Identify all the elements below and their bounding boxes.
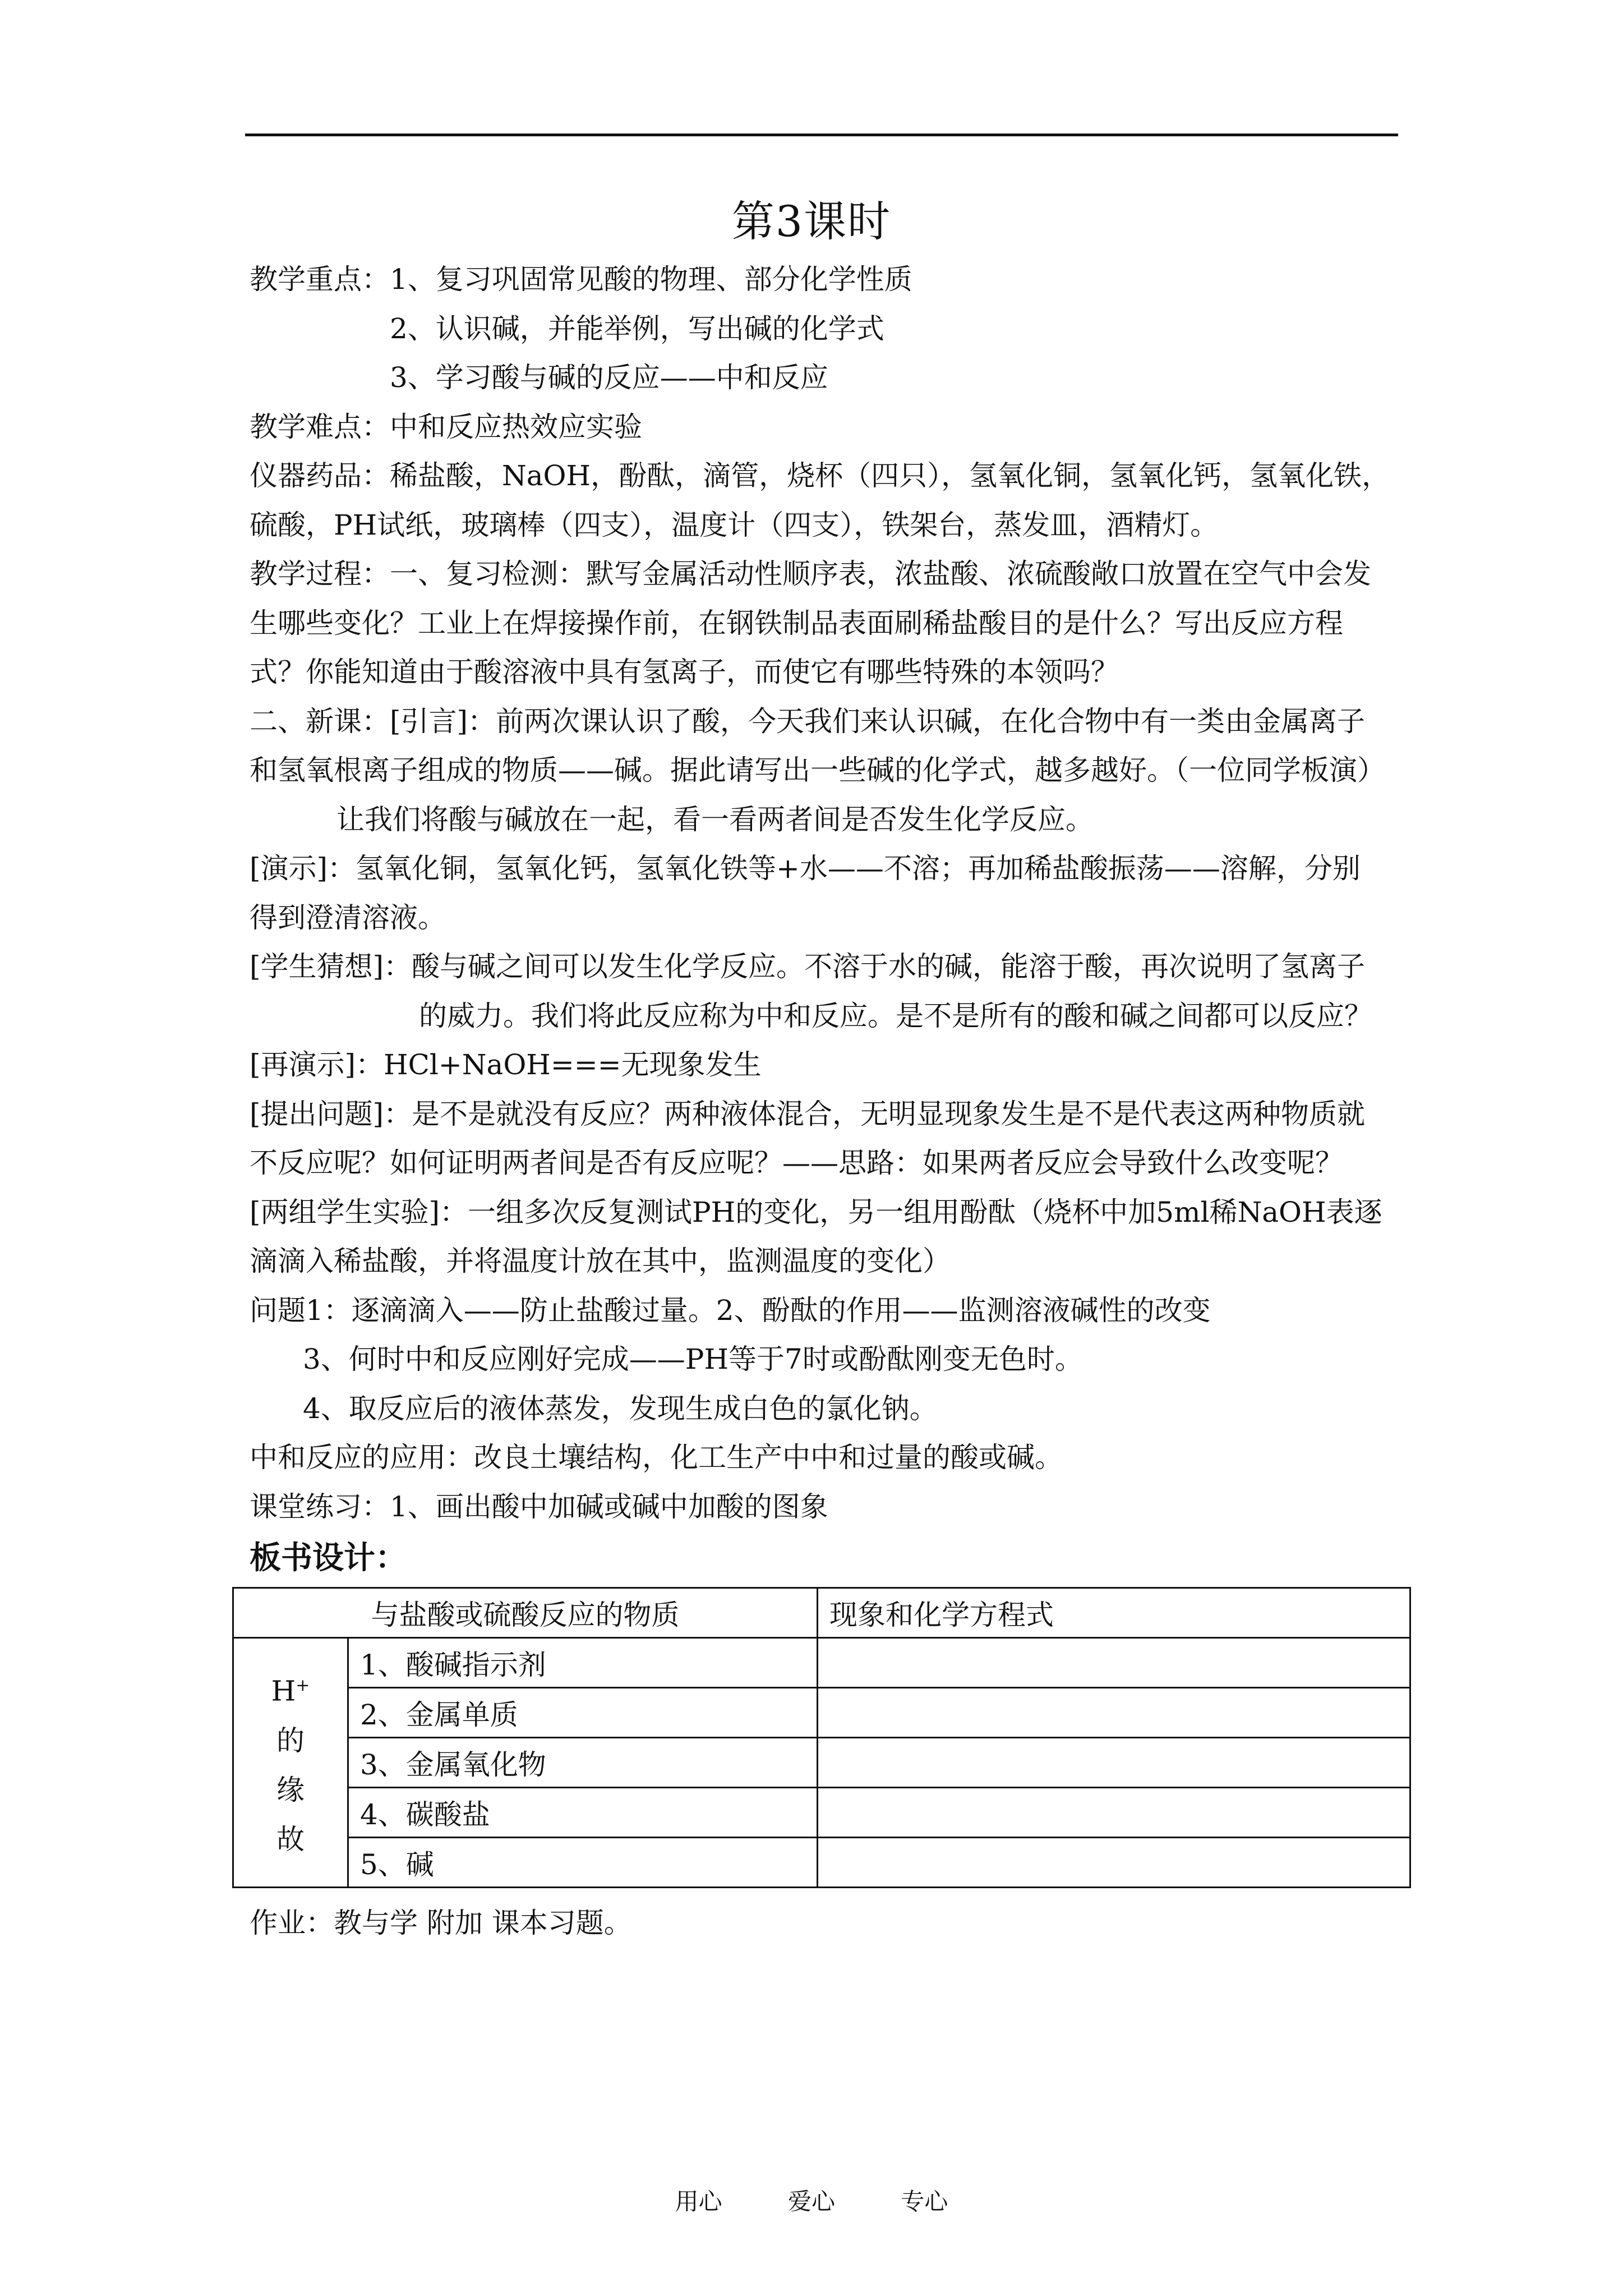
- text-line: 二、新课：[引言]：前两次课认识了酸，今天我们来认识碱，在化合物中有一类由金属离子: [250, 705, 1366, 738]
- footer-word: 用心: [675, 2188, 722, 2215]
- table-result-cell: [818, 1638, 1410, 1688]
- text-line: 和氢氧根离子组成的物质——碱。据此请写出一些碱的化学式，越多越好。（一位同学板演）: [250, 754, 1385, 786]
- side-label-char: 故: [276, 1823, 305, 1856]
- text-line: 让我们将酸与碱放在一起，看一看两者间是否发生化学反应。: [336, 803, 1094, 836]
- side-label-char: 缘: [276, 1773, 305, 1806]
- text-line: 教学难点：中和反应热效应实验: [250, 410, 642, 443]
- table-result-cell: [818, 1688, 1410, 1738]
- table-item-cell: 3、金属氧化物: [348, 1738, 818, 1788]
- table-row: [233, 1788, 1410, 1838]
- text-line: [演示]：氢氧化铜，氢氧化钙，氢氧化铁等+水——不溶；再加稀盐酸振荡——溶解，分别: [250, 852, 1361, 885]
- text-line: 4、取反应后的液体蒸发，发现生成白色的氯化钠。: [303, 1392, 938, 1425]
- table-row: [233, 1838, 1410, 1888]
- table-row: [233, 1738, 1410, 1788]
- table-result-cell: [818, 1738, 1410, 1788]
- footer-word: 专心: [901, 2188, 948, 2215]
- table-header-row: [233, 1588, 1410, 1638]
- text-line: 问题1：逐滴滴入——防止盐酸过量。2、酚酞的作用——监测溶液碱性的改变: [250, 1294, 1211, 1327]
- header-rule: [245, 134, 1398, 136]
- table-item-cell: 4、碳酸盐: [348, 1788, 818, 1838]
- footer-word: 爱心: [787, 2188, 835, 2215]
- homework-line: 作业：教与学 附加 课本习题。: [250, 1907, 632, 1939]
- lesson-body: [250, 255, 1394, 1531]
- text-line: 仪器药品：稀盐酸，NaOH，酚酞，滴管，烧杯（四只），氢氧化铜，氢氧化钙，氢氧化铁，: [250, 459, 1390, 492]
- text-line: 2、认识碱，并能举例，写出碱的化学式: [390, 312, 884, 345]
- table-header-substance: 与盐酸或硫酸反应的物质: [233, 1588, 818, 1638]
- text-line: 教学重点：1、复习巩固常见酸的物理、部分化学性质: [250, 263, 912, 296]
- table-row: [233, 1688, 1410, 1738]
- page-title: 第3课时: [731, 196, 892, 246]
- side-label-char: 的: [276, 1724, 305, 1757]
- text-line: [两组学生实验]：一组多次反复测试PH的变化，另一组用酚酞（烧杯中加5ml稀NaOH表逐: [250, 1195, 1382, 1228]
- text-line: [学生猜想]：酸与碱之间可以发生化学反应。不溶于水的碱，能溶于酸，再次说明了氢离子: [250, 950, 1366, 983]
- table-item-cell: 1、酸碱指示剂: [348, 1638, 818, 1688]
- table-item-cell: 5、碱: [348, 1838, 818, 1888]
- text-line: 课堂练习：1、画出酸中加碱或碱中加酸的图象: [250, 1490, 828, 1523]
- text-line: [再演示]：HCl+NaOH===无现象发生: [250, 1048, 762, 1081]
- text-line: 滴滴入稀盐酸，并将温度计放在其中，监测温度的变化）: [250, 1245, 951, 1277]
- board-table: [232, 1587, 1411, 1888]
- board-heading: 板书设计：: [250, 1540, 407, 1576]
- text-line: 生哪些变化？工业上在焊接操作前，在钢铁制品表面刷稀盐酸目的是什么？写出反应方程: [250, 606, 1343, 639]
- text-line: [提出问题]：是不是就没有反应？两种液体混合，无明显现象发生是不是代表这两种物质就: [250, 1097, 1366, 1130]
- text-line: 3、何时中和反应刚好完成——PH等于7时或酚酞刚变无色时。: [303, 1343, 1083, 1375]
- table-header-phenomenon: 现象和化学方程式: [818, 1588, 1410, 1638]
- text-line: 硫酸，PH试纸，玻璃棒（四支），温度计（四支），铁架台，蒸发皿，酒精灯。: [250, 508, 1219, 541]
- text-line: 式？你能知道由于酸溶液中具有氢离子，而使它有哪些特殊的本领吗？: [250, 656, 1119, 688]
- table-row: [233, 1638, 1410, 1688]
- table-result-cell: [818, 1788, 1410, 1838]
- text-line: 的威力。我们将此反应称为中和反应。是不是所有的酸和碱之间都可以反应？: [419, 999, 1372, 1032]
- page-footer: [0, 2185, 1623, 2219]
- text-line: 得到澄清溶液。: [250, 901, 446, 934]
- text-line: 不反应呢？如何证明两者间是否有反应呢？——思路：如果两者反应会导致什么改变呢？: [250, 1147, 1343, 1179]
- text-line: 3、学习酸与碱的反应——中和反应: [390, 361, 828, 394]
- text-line: 中和反应的应用：改良土壤结构，化工生产中中和过量的酸或碱。: [250, 1441, 1063, 1474]
- text-line: 教学过程：一、复习检测：默写金属活动性顺序表，浓盐酸、浓硫酸敞口放置在空气中会发: [250, 558, 1371, 590]
- side-label-cell: [233, 1638, 348, 1888]
- table-item-cell: 2、金属单质: [348, 1688, 818, 1738]
- table-result-cell: [818, 1838, 1410, 1888]
- side-label-h: H+: [271, 1674, 310, 1708]
